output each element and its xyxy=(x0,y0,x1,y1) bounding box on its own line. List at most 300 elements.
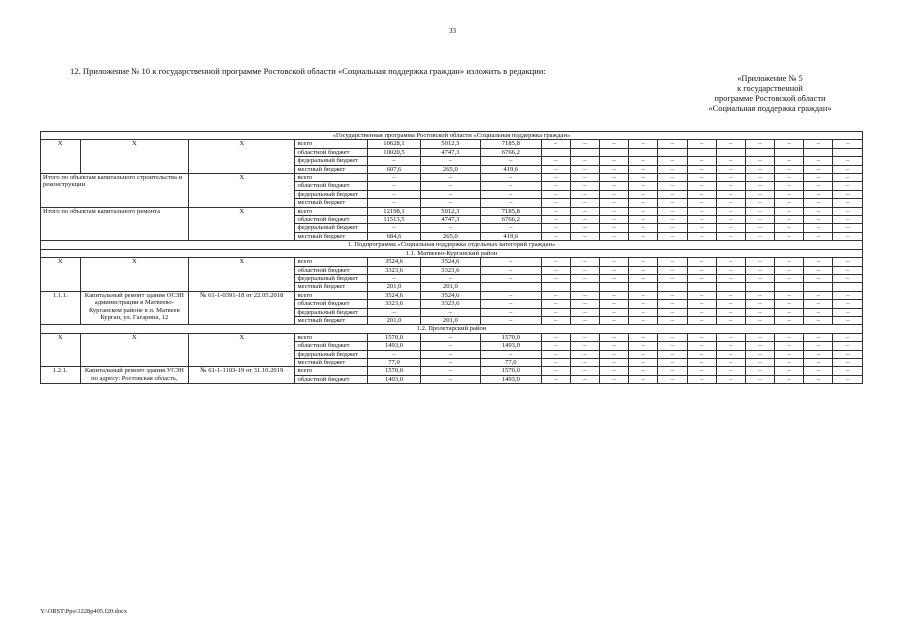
period-cell: – xyxy=(658,232,687,240)
period-cell: – xyxy=(658,258,687,266)
period-cell: – xyxy=(745,140,774,148)
period-cell: – xyxy=(541,375,570,383)
period-cell: – xyxy=(687,350,716,358)
period-cell: – xyxy=(629,358,658,366)
period-cell: – xyxy=(541,266,570,274)
period-cell: – xyxy=(775,182,804,190)
budget-type-cell: местный бюджет xyxy=(295,283,368,291)
period-cell xyxy=(804,148,833,156)
amount-cell: – xyxy=(420,174,480,182)
period-cell: – xyxy=(775,207,804,215)
budget-type-cell: федеральный бюджет xyxy=(295,157,368,165)
period-cell: – xyxy=(658,274,687,282)
amount-cell: 7185,8 xyxy=(481,207,541,215)
period-cell: – xyxy=(658,174,687,182)
amount-cell: – xyxy=(368,274,420,282)
period-cell: – xyxy=(599,316,628,324)
x-cell: X xyxy=(41,333,81,367)
period-cell: – xyxy=(804,199,833,207)
period-cell: – xyxy=(775,190,804,198)
period-cell: – xyxy=(804,350,833,358)
amount-cell: 1570,0 xyxy=(368,367,420,375)
item-number-cell: 1.1.1. xyxy=(41,291,81,325)
period-cell xyxy=(599,283,628,291)
period-cell xyxy=(804,283,833,291)
budget-type-cell: местный бюджет xyxy=(295,165,368,173)
period-cell: – xyxy=(570,367,599,375)
period-cell: – xyxy=(745,232,774,240)
amount-cell: 419,6 xyxy=(481,232,541,240)
x-cell: X xyxy=(189,174,295,208)
amount-cell: – xyxy=(420,375,480,383)
budget-type-cell: всего xyxy=(295,140,368,148)
period-cell: – xyxy=(599,333,628,341)
period-cell: – xyxy=(599,274,628,282)
object-name-cell: Итого по объектам капитального ремонта xyxy=(41,207,189,241)
period-cell: – xyxy=(570,224,599,232)
period-cell: – xyxy=(833,140,863,148)
period-cell xyxy=(629,283,658,291)
period-cell: – xyxy=(687,232,716,240)
period-cell: – xyxy=(804,165,833,173)
period-cell: – xyxy=(570,375,599,383)
period-cell xyxy=(599,148,628,156)
amount-cell xyxy=(481,283,541,291)
amount-cell: 3323,6 xyxy=(420,266,480,274)
period-cell: – xyxy=(745,190,774,198)
section-title: «Государственная программа Ростовской области «Социальная поддержка граждан» xyxy=(41,132,863,140)
period-cell: – xyxy=(658,190,687,198)
period-cell: – xyxy=(775,174,804,182)
x-cell: X xyxy=(41,258,81,292)
amount-cell: – xyxy=(481,199,541,207)
budget-type-cell: всего xyxy=(295,367,368,375)
period-cell: – xyxy=(599,199,628,207)
period-cell: – xyxy=(804,157,833,165)
budget-type-cell: областной бюджет xyxy=(295,148,368,156)
period-cell: – xyxy=(541,216,570,224)
amount-cell: 1493,0 xyxy=(481,342,541,350)
x-cell: X xyxy=(189,140,295,174)
period-cell: – xyxy=(658,224,687,232)
budget-table xyxy=(40,131,863,384)
period-cell: – xyxy=(658,358,687,366)
period-cell: – xyxy=(804,274,833,282)
period-cell: – xyxy=(541,174,570,182)
period-cell: – xyxy=(804,266,833,274)
period-cell: – xyxy=(541,358,570,366)
period-cell: – xyxy=(570,182,599,190)
period-cell: – xyxy=(687,367,716,375)
period-cell: – xyxy=(658,165,687,173)
period-cell: – xyxy=(716,375,745,383)
period-cell: – xyxy=(658,199,687,207)
period-cell: – xyxy=(599,300,628,308)
period-cell: – xyxy=(599,350,628,358)
period-cell: – xyxy=(658,266,687,274)
period-cell: – xyxy=(833,333,863,341)
period-cell: – xyxy=(570,350,599,358)
amount-cell: – xyxy=(481,300,541,308)
budget-type-cell: областной бюджет xyxy=(295,342,368,350)
period-cell: – xyxy=(745,342,774,350)
period-cell: – xyxy=(599,375,628,383)
period-cell: – xyxy=(570,291,599,299)
section-title: 1.1. Матвеево-Курганский район xyxy=(41,249,863,257)
period-cell: – xyxy=(804,216,833,224)
annex-line-3: программе Ростовской области xyxy=(714,94,826,103)
period-cell: – xyxy=(570,190,599,198)
amount-cell: – xyxy=(368,157,420,165)
amount-cell: – xyxy=(481,224,541,232)
amount-cell: 1570,0 xyxy=(368,333,420,341)
period-cell: – xyxy=(716,266,745,274)
period-cell: – xyxy=(541,190,570,198)
period-cell: – xyxy=(629,182,658,190)
period-cell: – xyxy=(541,182,570,190)
period-cell: – xyxy=(804,367,833,375)
period-cell xyxy=(687,148,716,156)
period-cell: – xyxy=(629,157,658,165)
period-cell: – xyxy=(833,350,863,358)
period-cell: – xyxy=(833,266,863,274)
amount-cell: 3524,6 xyxy=(368,258,420,266)
section-title: 1.2. Пролетарский район xyxy=(41,325,863,333)
period-cell: – xyxy=(599,308,628,316)
period-cell: – xyxy=(716,342,745,350)
expertise-doc-cell: № 61-1-1103-19 от 31.10.2019 xyxy=(189,367,295,384)
amount-cell: – xyxy=(368,174,420,182)
amount-cell: 201,0 xyxy=(420,316,480,324)
period-cell: – xyxy=(629,199,658,207)
period-cell: – xyxy=(775,258,804,266)
amount-cell: 3524,6 xyxy=(368,291,420,299)
period-cell: – xyxy=(687,199,716,207)
period-cell xyxy=(570,283,599,291)
period-cell: – xyxy=(804,190,833,198)
period-cell: – xyxy=(570,266,599,274)
period-cell: – xyxy=(775,333,804,341)
amount-cell: – xyxy=(481,274,541,282)
period-cell: – xyxy=(745,224,774,232)
period-cell: – xyxy=(687,375,716,383)
period-cell: – xyxy=(775,274,804,282)
period-cell xyxy=(658,148,687,156)
period-cell: – xyxy=(775,316,804,324)
period-cell: – xyxy=(541,224,570,232)
period-cell: – xyxy=(541,199,570,207)
table-row xyxy=(41,174,863,182)
period-cell: – xyxy=(804,232,833,240)
period-cell: – xyxy=(687,300,716,308)
period-cell: – xyxy=(629,258,658,266)
amendment-heading: 12. Приложение № 10 к государственной программе Ростовской области «Социальная поддержка граждан» изложить в редакции: xyxy=(70,66,546,76)
period-cell: – xyxy=(658,216,687,224)
period-cell: – xyxy=(570,207,599,215)
section-row xyxy=(41,325,863,333)
period-cell: – xyxy=(658,207,687,215)
period-cell: – xyxy=(687,291,716,299)
period-cell: – xyxy=(570,216,599,224)
period-cell: – xyxy=(599,291,628,299)
budget-type-cell: всего xyxy=(295,291,368,299)
period-cell: – xyxy=(599,342,628,350)
amount-cell: – xyxy=(481,291,541,299)
period-cell: – xyxy=(541,367,570,375)
amount-cell: – xyxy=(420,333,480,341)
period-cell: – xyxy=(745,258,774,266)
x-cell: X xyxy=(80,140,188,174)
period-cell: – xyxy=(541,300,570,308)
annex-line-2: к государственной xyxy=(737,84,803,93)
object-name-cell: Капитальный ремонт здания ОСЗН администрации в Матвеево-Курганском районе в п. Матвеев Курган, ул. Гагарина, 12 xyxy=(80,291,188,325)
period-cell: – xyxy=(716,157,745,165)
period-cell: – xyxy=(658,367,687,375)
amount-cell: – xyxy=(420,157,480,165)
period-cell: – xyxy=(629,140,658,148)
x-cell: X xyxy=(80,333,188,367)
period-cell: – xyxy=(716,367,745,375)
amount-cell: 11513,5 xyxy=(368,216,420,224)
period-cell: – xyxy=(833,174,863,182)
amount-cell: – xyxy=(420,350,480,358)
amount-cell: – xyxy=(481,174,541,182)
amount-cell: 4747,3 xyxy=(420,148,480,156)
amount-cell: 3524,6 xyxy=(420,291,480,299)
amount-cell: 419,6 xyxy=(481,165,541,173)
period-cell: – xyxy=(745,367,774,375)
period-cell: – xyxy=(745,274,774,282)
x-cell: X xyxy=(80,258,188,292)
period-cell: – xyxy=(775,291,804,299)
table-row xyxy=(41,207,863,215)
period-cell: – xyxy=(687,216,716,224)
amount-cell: – xyxy=(481,157,541,165)
amount-cell: – xyxy=(420,182,480,190)
amount-cell: 3323,6 xyxy=(368,266,420,274)
period-cell: – xyxy=(599,232,628,240)
period-cell xyxy=(658,283,687,291)
amount-cell: – xyxy=(368,350,420,358)
period-cell: – xyxy=(570,165,599,173)
period-cell: – xyxy=(804,207,833,215)
budget-type-cell: местный бюджет xyxy=(295,358,368,366)
period-cell: – xyxy=(716,350,745,358)
period-cell: – xyxy=(775,140,804,148)
period-cell: – xyxy=(687,258,716,266)
budget-type-cell: областной бюджет xyxy=(295,375,368,383)
period-cell: – xyxy=(716,207,745,215)
period-cell: – xyxy=(775,300,804,308)
period-cell: – xyxy=(658,350,687,358)
amount-cell: 201,0 xyxy=(420,283,480,291)
amount-cell: 7185,8 xyxy=(481,140,541,148)
amount-cell: – xyxy=(481,350,541,358)
amount-cell: – xyxy=(481,308,541,316)
section-title: 1. Подпрограмма «Социальная поддержка отдельных категорий граждан» xyxy=(41,241,863,249)
period-cell: – xyxy=(804,140,833,148)
period-cell: – xyxy=(716,232,745,240)
period-cell: – xyxy=(658,182,687,190)
annex-line-4: «Социальная поддержка граждан» xyxy=(708,104,832,113)
amount-cell: 201,0 xyxy=(368,316,420,324)
amount-cell: 77,0 xyxy=(481,358,541,366)
amount-cell: 3323,6 xyxy=(368,300,420,308)
period-cell: – xyxy=(775,165,804,173)
period-cell: – xyxy=(629,333,658,341)
budget-type-cell: всего xyxy=(295,174,368,182)
period-cell: – xyxy=(629,232,658,240)
period-cell: – xyxy=(775,216,804,224)
period-cell: – xyxy=(833,157,863,165)
period-cell xyxy=(745,283,774,291)
period-cell: – xyxy=(833,224,863,232)
amount-cell: 265,0 xyxy=(420,232,480,240)
table-row xyxy=(41,333,863,341)
amount-cell: – xyxy=(420,190,480,198)
period-cell: – xyxy=(599,216,628,224)
period-cell: – xyxy=(687,342,716,350)
period-cell xyxy=(570,148,599,156)
period-cell: – xyxy=(687,333,716,341)
table-row xyxy=(41,291,863,299)
period-cell: – xyxy=(629,165,658,173)
period-cell: – xyxy=(833,375,863,383)
amount-cell: 77,0 xyxy=(368,358,420,366)
period-cell: – xyxy=(745,333,774,341)
period-cell: – xyxy=(745,174,774,182)
period-cell: – xyxy=(716,224,745,232)
period-cell: – xyxy=(541,232,570,240)
period-cell: – xyxy=(687,174,716,182)
period-cell: – xyxy=(804,308,833,316)
period-cell: – xyxy=(541,157,570,165)
period-cell: – xyxy=(629,300,658,308)
period-cell: – xyxy=(716,316,745,324)
amount-cell: 1493,0 xyxy=(368,342,420,350)
x-cell: X xyxy=(189,207,295,241)
amount-cell: 6766,2 xyxy=(481,148,541,156)
period-cell: – xyxy=(570,140,599,148)
period-cell: – xyxy=(833,274,863,282)
period-cell: – xyxy=(541,274,570,282)
period-cell: – xyxy=(804,291,833,299)
period-cell: – xyxy=(658,157,687,165)
period-cell: – xyxy=(716,274,745,282)
amount-cell: 3524,6 xyxy=(420,258,480,266)
period-cell: – xyxy=(570,174,599,182)
budget-type-cell: федеральный бюджет xyxy=(295,274,368,282)
budget-type-cell: областной бюджет xyxy=(295,182,368,190)
period-cell: – xyxy=(629,174,658,182)
amount-cell: 12198,1 xyxy=(368,207,420,215)
period-cell: – xyxy=(716,182,745,190)
period-cell: – xyxy=(658,140,687,148)
period-cell: – xyxy=(745,199,774,207)
period-cell: – xyxy=(541,258,570,266)
period-cell: – xyxy=(599,140,628,148)
period-cell: – xyxy=(570,157,599,165)
period-cell: – xyxy=(687,157,716,165)
period-cell: – xyxy=(541,308,570,316)
period-cell: – xyxy=(775,358,804,366)
period-cell: – xyxy=(716,333,745,341)
period-cell: – xyxy=(629,350,658,358)
period-cell: – xyxy=(687,358,716,366)
period-cell: – xyxy=(570,342,599,350)
amount-cell: – xyxy=(420,358,480,366)
period-cell: – xyxy=(541,207,570,215)
period-cell: – xyxy=(745,207,774,215)
period-cell: – xyxy=(629,375,658,383)
period-cell: – xyxy=(716,308,745,316)
period-cell: – xyxy=(687,140,716,148)
amount-cell: 1570,0 xyxy=(481,367,541,375)
period-cell: – xyxy=(833,207,863,215)
period-cell: – xyxy=(833,182,863,190)
period-cell: – xyxy=(833,216,863,224)
period-cell: – xyxy=(804,358,833,366)
period-cell: – xyxy=(629,308,658,316)
period-cell: – xyxy=(629,274,658,282)
budget-type-cell: федеральный бюджет xyxy=(295,224,368,232)
period-cell: – xyxy=(775,266,804,274)
period-cell: – xyxy=(745,358,774,366)
period-cell: – xyxy=(570,274,599,282)
budget-type-cell: местный бюджет xyxy=(295,232,368,240)
period-cell: – xyxy=(687,316,716,324)
amount-cell: – xyxy=(420,199,480,207)
period-cell: – xyxy=(833,300,863,308)
period-cell: – xyxy=(541,316,570,324)
expertise-doc-cell: № 61-1-0391-18 от 22.05.2018 xyxy=(189,291,295,325)
budget-type-cell: федеральный бюджет xyxy=(295,190,368,198)
period-cell: – xyxy=(629,207,658,215)
budget-type-cell: всего xyxy=(295,258,368,266)
budget-type-cell: местный бюджет xyxy=(295,316,368,324)
period-cell: – xyxy=(629,190,658,198)
period-cell: – xyxy=(541,291,570,299)
period-cell: – xyxy=(745,165,774,173)
period-cell: – xyxy=(541,165,570,173)
amount-cell: 5012,3 xyxy=(420,207,480,215)
period-cell: – xyxy=(716,190,745,198)
period-cell: – xyxy=(599,224,628,232)
page-number: 33 xyxy=(449,27,456,35)
period-cell: – xyxy=(570,308,599,316)
amount-cell: – xyxy=(368,308,420,316)
amount-cell: – xyxy=(368,199,420,207)
period-cell: – xyxy=(833,342,863,350)
period-cell: – xyxy=(745,300,774,308)
period-cell: – xyxy=(716,291,745,299)
amount-cell: 3323,6 xyxy=(420,300,480,308)
period-cell: – xyxy=(775,342,804,350)
period-cell: – xyxy=(775,232,804,240)
period-cell: – xyxy=(804,342,833,350)
amount-cell: – xyxy=(481,316,541,324)
annex-line-1: «Приложение № 5 xyxy=(737,74,803,83)
budget-type-cell: федеральный бюджет xyxy=(295,350,368,358)
object-name-cell: Итого по объектам капитального строительства и реконструкции xyxy=(41,174,189,208)
amount-cell: 1493,0 xyxy=(368,375,420,383)
period-cell: – xyxy=(599,207,628,215)
period-cell: – xyxy=(804,258,833,266)
period-cell: – xyxy=(687,207,716,215)
period-cell: – xyxy=(570,316,599,324)
amount-cell: 5012,3 xyxy=(420,140,480,148)
period-cell: – xyxy=(775,350,804,358)
